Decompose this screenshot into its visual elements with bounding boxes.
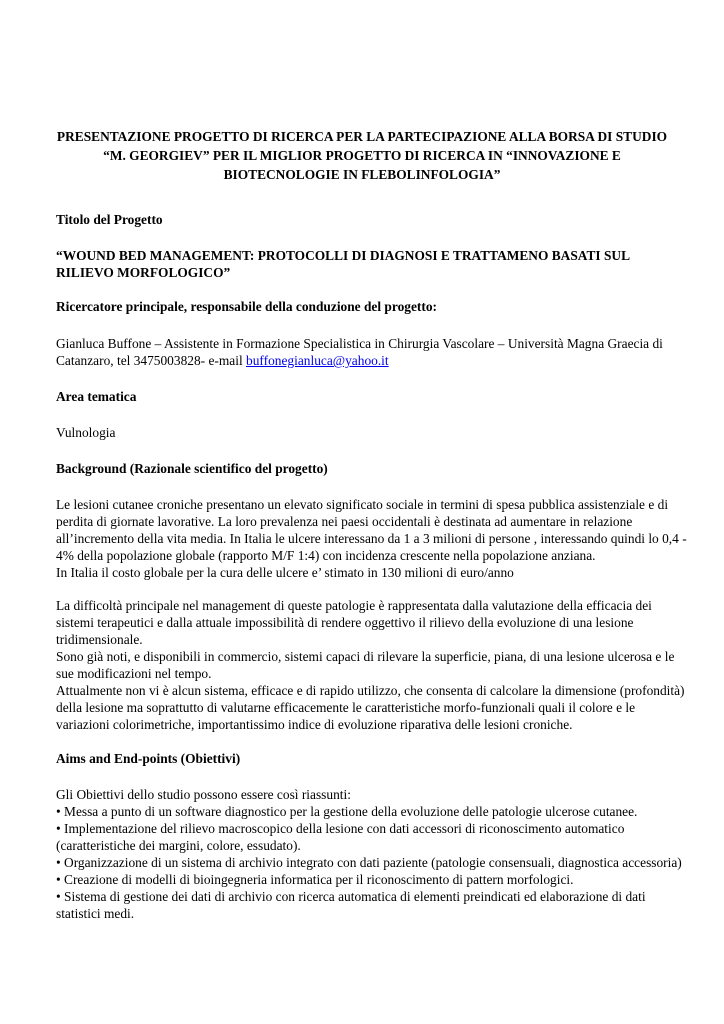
background-heading: Background (Razionale scientifico del progetto) (56, 461, 328, 476)
aims-item: • Implementazione del rilievo macroscopico della lesione con dati accessori di riconoscimento automatico (caratteristiche dei margini, colore, essudato). (56, 821, 625, 853)
background-paragraph-3: La difficoltà principale nel management di queste patologie è rappresentata dalla valutazione della efficacia dei sistemi terapeutici e dalla attuale impossibilità di rendere oggettivo il rilievo della evoluzione di una lesione tridimensionale. (56, 598, 652, 647)
background-paragraph-5: Attualmente non vi è alcun sistema, efficace e di rapido utilizzo, che consenta di calcolare la dimensione (profondità) della lesione ma soprattutto di valutarne efficacemente le caratteristiche morfo-funzionali quali il colore e le variazioni colorimetriche, importantissimo indice di evoluzione riparativa delle lesioni croniche. (56, 683, 685, 732)
area-value: Vulnologia (56, 425, 116, 440)
document-title: PRESENTAZIONE PROGETTO DI RICERCA PER LA PARTECIPAZIONE ALLA BORSA DI STUDIO “M. GEORGIEV” PER IL MIGLIOR PROGETTO DI RICERCA IN “INNOVAZIONE E BIOTECNOLOGIE IN FLEBOLINFOLOGIA” (56, 129, 668, 182)
researcher-text: Gianluca Buffone – Assistente in Formazione Specialistica in Chirurgia Vascolare – Università Magna Graecia di Catanzaro, tel 3475003828- e-mail (56, 336, 663, 368)
area-heading: Area tematica (56, 389, 137, 404)
aims-item: • Messa a punto di un software diagnostico per la gestione della evoluzione delle patologie ulcerose cutanee. (56, 804, 638, 819)
background-paragraph-2: In Italia il costo globale per la cura delle ulcere e’ stimato in 130 milioni di euro/anno (56, 565, 514, 580)
aims-item: • Creazione di modelli di bioingegneria informatica per il riconoscimento di pattern morfologici. (56, 872, 574, 887)
aims-item: • Sistema di gestione dei dati di archivio con ricerca automatica di elementi preindicati ed elaborazione di dati statistici medi. (56, 889, 646, 921)
aims-intro: Gli Obiettivi dello studio possono essere così riassunti: (56, 787, 351, 802)
aims-heading: Aims and End-points (Obiettivi) (56, 751, 241, 766)
project-title: “WOUND BED MANAGEMENT: PROTOCOLLI DI DIAGNOSI E TRATTAMENO BASATI SUL RILIEVO MORFOLOGICO” (56, 248, 630, 280)
researcher-info (56, 335, 688, 369)
background-paragraph-4: Sono già noti, e disponibili in commercio, sistemi capaci di rilevare la superficie, piana, di una lesione ulcerosa e le sue modificazioni nel tempo. (56, 649, 675, 681)
project-title-heading: Titolo del Progetto (56, 212, 163, 227)
researcher-email-link[interactable]: buffonegianluca@yahoo.it (246, 353, 389, 368)
researcher-heading: Ricercatore principale, responsabile della conduzione del progetto: (56, 299, 437, 314)
background-paragraph-1: Le lesioni cutanee croniche presentano un elevato significato sociale in termini di spesa pubblica assistenziale e di perdita di giornate lavorative. La loro prevalenza nei paesi occidentali è destinata ad aumentare in relazione all’incremento della vita media. In Italia le ulcere interessano da 1 a 3 milioni di persone , interessando quindi lo 0,4 - 4% della popolazione globale (rapporto M/F 1:4) con incidenza crescente nella popolazione anziana. (56, 497, 687, 563)
aims-item: • Organizzazione di un sistema di archivio integrato con dati paziente (patologie consensuali, diagnostica accessoria) (56, 855, 682, 870)
aims-list (56, 786, 688, 922)
